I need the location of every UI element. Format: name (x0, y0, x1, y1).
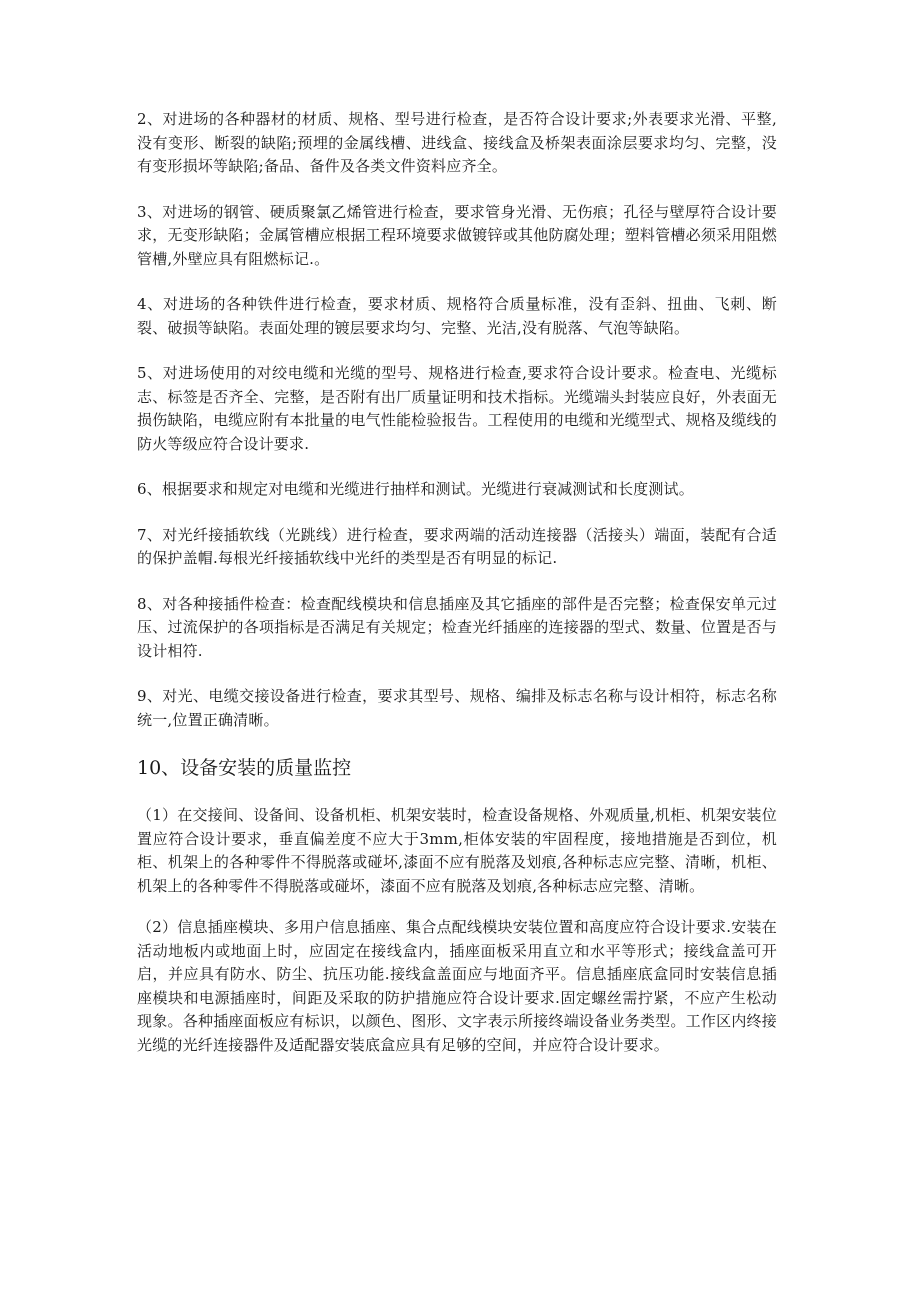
item-4-paragraph: 4、对进场的各种铁件进行检查，要求材质、规格符合质量标准，没有歪斜、扭曲、飞刺、断裂、破损等缺陷。表面处理的镀层要求均匀、完整、光洁,没有脱落、气泡等缺陷。 (137, 295, 777, 337)
document-page (137, 108, 777, 1075)
section-heading: 10、设备安装的质量监控 (137, 757, 352, 779)
item-5-paragraph: 5、对进场使用的对绞电缆和光缆的型号、规格进行检查,要求符合设计要求。检查电、光缆标志、标签是否齐全、完整，是否附有出厂质量证明和技术指标。光缆端头封装应良好，外表面无损伤缺陷，电缆应附有本批量的电气性能检验报告。工程使用的电缆和光缆型式、规格及缆线的防火等级应符合设计要求. (137, 364, 777, 453)
item-6-paragraph: 6、根据要求和规定对电缆和光缆进行抽样和测试。光缆进行衰减测试和长度测试。 (137, 480, 694, 498)
item-2-paragraph: 2、对进场的各种器材的材质、规格、型号进行检查，是否符合设计要求;外表要求光滑、平整,没有变形、断裂的缺陷;预埋的金属线槽、进线盒、接线盒及桥架表面涂层要求均匀、完整，没有变形损坏等缺陷;备品、备件及各类文件资料应齐全。 (137, 110, 777, 175)
sub-item-2-paragraph: （2）信息插座模块、多用户信息插座、集合点配线模块安装位置和高度应符合设计要求.安装在活动地板内或地面上时，应固定在接线盒内，插座面板采用直立和水平等形式；接线盒盖可开启，并应具有防水、防尘、抗压功能.接线盒盖面应与地面齐平。信息插座底盒同时安装信息插座模块和电源插座时，间距及采取的防护措施应符合设计要求.固定螺丝需拧紧，不应产生松动现象。各种插座面板应有标识，以颜色、图形、文字表示所接终端设备业务类型。工作区内终接光缆的光纤连接器件及适配器安装底盒应具有足够的空间，并应符合设计要求。 (137, 918, 777, 1054)
item-3-paragraph: 3、对进场的钢管、硬质聚氯乙烯管进行检查，要求管身光滑、无伤痕；孔径与壁厚符合设计要求，无变形缺陷；金属管槽应根据工程环境要求做镀锌或其他防腐处理；塑料管槽必须采用阻燃管槽,外壁应具有阻燃标记.。 (137, 202, 777, 268)
item-8-paragraph: 8、对各种接插件检查：检查配线模块和信息插座及其它插座的部件是否完整；检查保安单元过压、过流保护的各项指标是否满足有关规定；检查光纤插座的连接器的型式、数量、位置是否与设计相符. (137, 594, 777, 660)
item-7-paragraph: 7、对光纤接插软线（光跳线）进行检查，要求两端的活动连接器（活接头）端面，装配有合适的保护盖帽.每根光纤接插软线中光纤的类型是否有明显的标记. (137, 525, 777, 567)
sub-item-1-paragraph: （1）在交接间、设备间、设备机柜、机架安装时，检查设备规格、外观质量,机柜、机架安装位置应符合设计要求，垂直偏差度不应大于3mm,柜体安装的牢固程度，接地措施是否到位，机柜、机架上的各种零件不得脱落或碰坏,漆面不应有脱落及划痕,各种标志应完整、清晰，机柜、机架上的各种零件不得脱落或碰坏，漆面不应有脱落及划痕,各种标志应完整、清晰。 (137, 806, 777, 895)
item-9-paragraph: 9、对光、电缆交接设备进行检查，要求其型号、规格、编排及标志名称与设计相符，标志名称统一,位置正确清晰。 (137, 687, 777, 729)
